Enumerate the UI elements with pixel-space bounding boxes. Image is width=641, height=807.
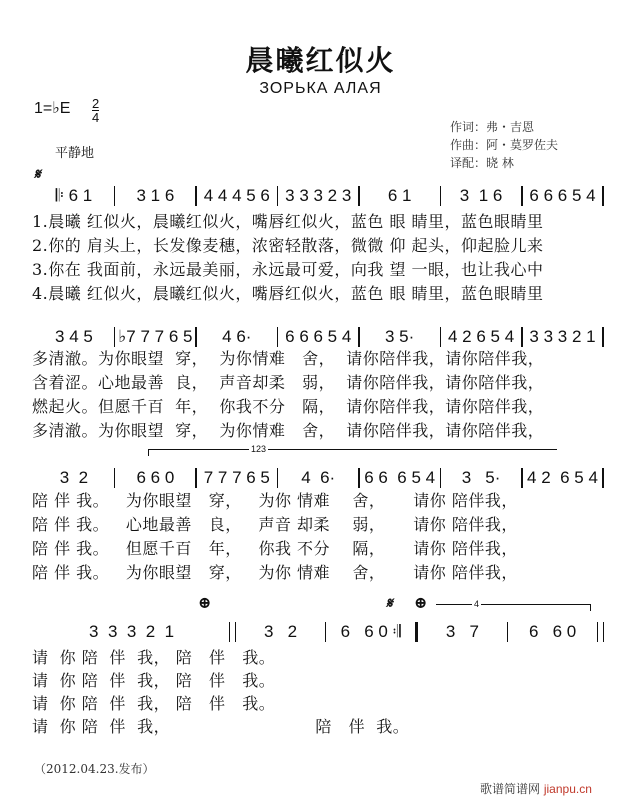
volta-label: 123 <box>251 444 267 454</box>
measure: 3 5· <box>385 327 415 346</box>
measure: 6 6 0 <box>136 468 175 487</box>
lyric-line: 多清澈。为你眼望 穿， 为你情难 舍， 请你陪伴我，请你陪伴我， <box>32 421 545 440</box>
watermark-url: jianpu.cn <box>543 782 592 796</box>
watermark-cn: 歌谱简谱网 <box>480 782 541 796</box>
measure: 𝄆 6 1 <box>55 186 93 205</box>
notes-system-2 <box>34 325 604 349</box>
credit-composer: 作曲：阿・莫罗佐夫 <box>450 138 559 152</box>
measure: 3 2 <box>263 622 298 641</box>
measure: 3 3 3 2 3 <box>285 186 352 205</box>
measure: 4 4 4 5 6 <box>203 186 270 205</box>
measure: 6 6 6 5 4 <box>285 327 352 346</box>
double-barline <box>229 622 236 642</box>
lyric-line: 陪 伴 我。 但愿千百 年， 你我 不分 隔， 请你 陪伴我， <box>32 539 518 558</box>
song-title: 晨曦红似火 <box>245 44 396 77</box>
song-subtitle: ЗОРЬКА АЛАЯ <box>259 80 382 97</box>
credit-translator: 译配：晓 林 <box>450 156 514 170</box>
measure: 3 3 3 2 1 <box>89 622 175 641</box>
volta-bracket-123 <box>148 444 557 456</box>
watermark <box>480 782 592 797</box>
lyric-line: 陪 伴 我。 为你眼望 穿， 为你 情难 舍， 请你 陪伴我， <box>32 491 518 510</box>
barline <box>602 327 604 347</box>
measure: 6 6 0 𝄇 <box>340 622 401 641</box>
measure: 3 7 <box>445 622 479 641</box>
lyric-line: 4.晨曦 红似火，晨曦红似火，嘴唇红似火，蓝色 眼 睛里，蓝色眼睛里 <box>32 284 544 303</box>
barline <box>602 468 604 488</box>
barline <box>602 186 604 206</box>
measure: 4 6· <box>301 468 336 487</box>
lyric-line: 含着涩。心地最善 良， 声音却柔 弱， 请你陪伴我，请你陪伴我， <box>32 373 545 392</box>
publish-date: （2012.04.23.发布） <box>34 762 155 776</box>
lyric-line: 陪 伴 我。 为你眼望 穿， 为你 情难 舍， 请你 陪伴我， <box>32 563 518 582</box>
lyric-line: 请 你 陪 伴 我， 陪 伴 我。 <box>32 671 276 690</box>
lyric-line: 2.你的 肩头上，长发像麦穗，浓密轻散落，微微 仰 起头，仰起脸儿来 <box>32 236 544 255</box>
measure: 3 2 <box>59 468 89 487</box>
measure: ♭7 7 7 6 5 <box>118 327 193 346</box>
notes-system-1 <box>34 184 604 208</box>
coda-icon: ⊕ <box>414 593 428 612</box>
measure: 4 2 6 5 4 <box>447 327 515 346</box>
lyric-line: 请 你 陪 伴 我， 陪 伴 我。 <box>32 694 276 713</box>
notes-system-3 <box>34 466 604 490</box>
measure: 3 1 6 <box>459 186 503 205</box>
tempo-marking: 平静地 <box>55 146 95 161</box>
measure: 7 7 7 6 5 <box>203 468 270 487</box>
key-signature: 1=♭E <box>34 100 71 117</box>
lyric-line: 多清澈。为你眼望 穿， 为你情难 舍， 请你陪伴我，请你陪伴我， <box>32 349 545 368</box>
volta-bracket-4 <box>436 599 591 611</box>
measure: 3 5· <box>461 468 501 487</box>
measure: 6 6 6 5 4 <box>529 186 596 205</box>
time-top: 2 <box>92 96 100 111</box>
measure: 4 6· <box>222 327 252 346</box>
lyric-line: 陪 伴 我。 心地最善 良， 声音 却柔 弱， 请你 陪伴我， <box>32 515 518 534</box>
measure: 6 6 0 <box>528 622 577 641</box>
measure: 3 1 6 <box>136 186 175 205</box>
measure: 6 6 6 5 4 <box>364 468 436 487</box>
lyric-line: 请 你 陪 伴 我， 陪 伴 我。 <box>32 717 410 736</box>
lyric-line: 燃起火。但愿千百 年， 你我不分 隔， 请你陪伴我，请你陪伴我， <box>32 397 545 416</box>
credit-lyricist: 作词：弗・吉恩 <box>450 120 535 134</box>
time-bottom: 4 <box>92 110 100 125</box>
notes-system-4 <box>34 620 604 644</box>
segno-icon: 𝄋 <box>386 594 393 612</box>
lyric-line: 请 你 陪 伴 我， 陪 伴 我。 <box>32 648 276 667</box>
final-barline <box>597 622 604 642</box>
lyric-line: 3.你在 我面前，永远最美丽，永远最可爱，向我 望 一眼，也让我心中 <box>32 260 544 279</box>
measure: 3 3 3 2 1 <box>529 327 596 346</box>
measure: 4 2 6 5 4 <box>527 468 598 487</box>
measure: 3 4 5 <box>55 327 93 346</box>
segno-icon: 𝄋 <box>34 165 41 183</box>
time-signature <box>92 97 99 124</box>
measure: 6 1 <box>387 186 412 205</box>
volta-label: 4 <box>474 599 480 609</box>
coda-icon: ⊕ <box>198 593 212 612</box>
lyric-line: 1.晨曦 红似火，晨曦红似火，嘴唇红似火，蓝色 眼 睛里，蓝色眼睛里 <box>32 212 544 231</box>
